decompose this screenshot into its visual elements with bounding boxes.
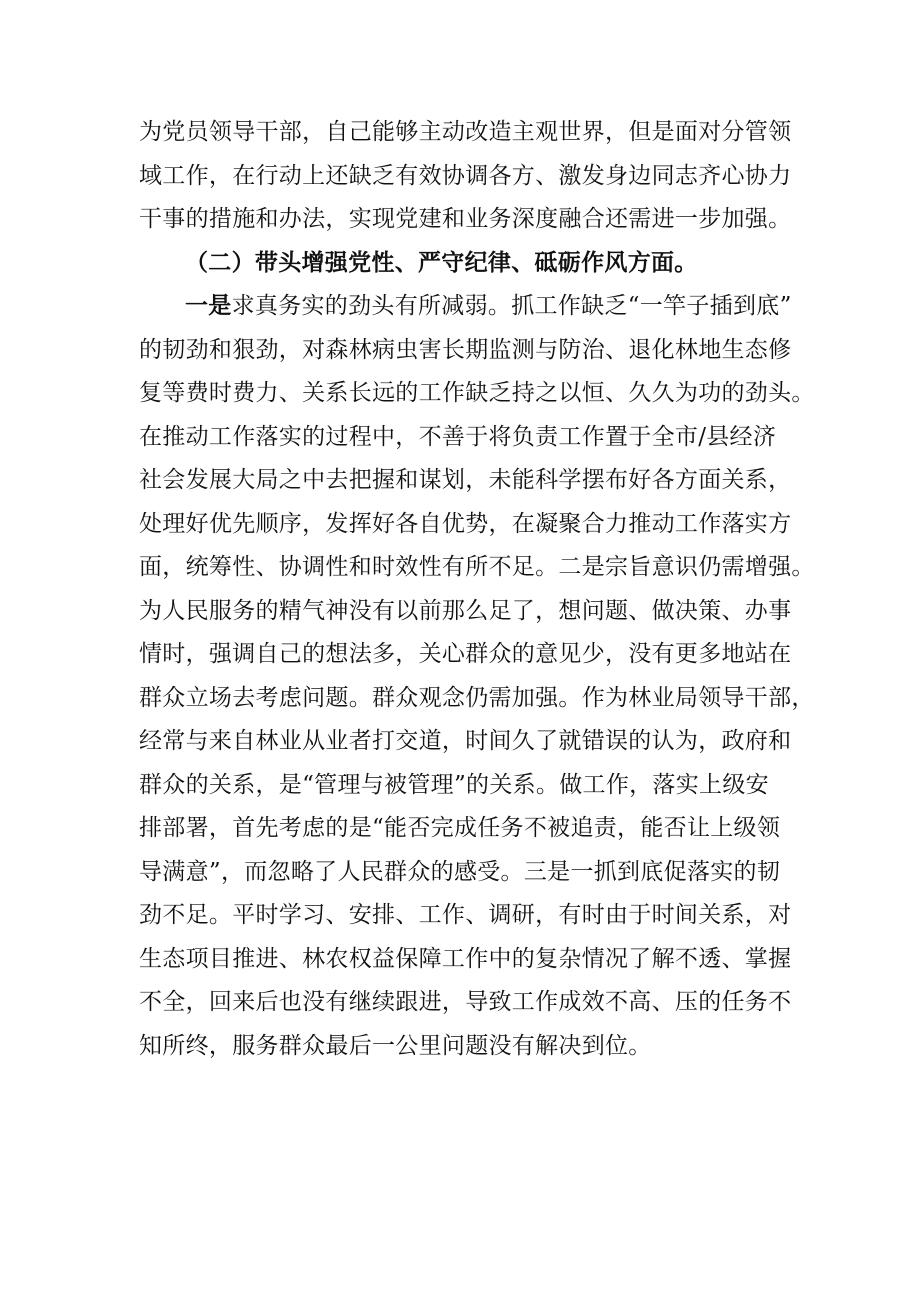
paragraph-line: 面，统筹性、协调性和时效性有所不足。二是宗旨意识仍需增强。: [139, 554, 815, 580]
paragraph-lead: 一是: [185, 293, 232, 319]
document-body: [139, 111, 815, 1068]
paragraph-line: 知所终，服务群众最后一公里问题没有解决到位。: [139, 1032, 652, 1059]
continuation-line-2: 域工作，在行动上还缺乏有效协调各方、激发身边同志齐心协力: [139, 162, 792, 189]
paragraph-line: 排部署，首先考虑的是“能否完成任务不被追责，能否让上级领: [139, 815, 781, 841]
paragraph-line: 群众立场去考虑问题。群众观念仍需加强。作为林业局领导干部，: [139, 684, 815, 711]
paragraph-line: 劲不足。平时学习、安排、工作、调研，有时由于时间关系，对: [139, 902, 792, 928]
paragraph-line: 情时，强调自己的想法多，关心群众的意见少，没有更多地站在: [139, 641, 792, 667]
paragraph-line: 生态项目推进、林农权益保障工作中的复杂情况了解不透、掌握: [139, 945, 792, 972]
continuation-line-1: 为党员领导干部，自己能够主动改造主观世界，但是面对分管领: [139, 119, 792, 145]
paragraph-first-line-text: 求真务实的劲头有所减弱。抓工作缺乏“一竿子插到底”: [231, 293, 792, 319]
paragraph-line: 在推动工作落实的过程中，不善于将负责工作置于全市/县经济: [139, 423, 777, 450]
paragraph-line: 的韧劲和狠劲，对森林病虫害长期监测与防治、退化林地生态修: [139, 336, 792, 363]
paragraph-line: 处理好优先顺序，发挥好各自优势，在凝聚合力推动工作落实方: [139, 510, 792, 537]
paragraph-line: 社会发展大局之中去把握和谋划，未能科学摆布好各方面关系，: [139, 467, 792, 493]
paragraph-line: 复等费时费力、关系长远的工作缺乏持之以恒、久久为功的劲头。: [139, 380, 815, 406]
paragraph-line: 经常与来自林业从业者打交道，时间久了就错误的认为，政府和: [139, 728, 792, 754]
continuation-line-3: 干事的措施和办法，实现党建和业务深度融合还需进一步加强。: [139, 206, 792, 232]
paragraph-line: 为人民服务的精气神没有以前那么足了，想问题、做决策、办事: [139, 597, 792, 624]
paragraph-first-line: [139, 285, 792, 329]
section-heading: （二）带头增强党性、严守纪律、砥砺作风方面。: [185, 249, 698, 276]
paragraph-line: 群众的关系，是“管理与被管理”的关系。做工作，落实上级安: [139, 771, 769, 798]
paragraph-line: 导满意”，而忽略了人民群众的感受。三是一抓到底促落实的韧: [139, 858, 781, 885]
paragraph-line: 不全，回来后也没有继续跟进，导致工作成效不高、压的任务不: [139, 989, 792, 1015]
